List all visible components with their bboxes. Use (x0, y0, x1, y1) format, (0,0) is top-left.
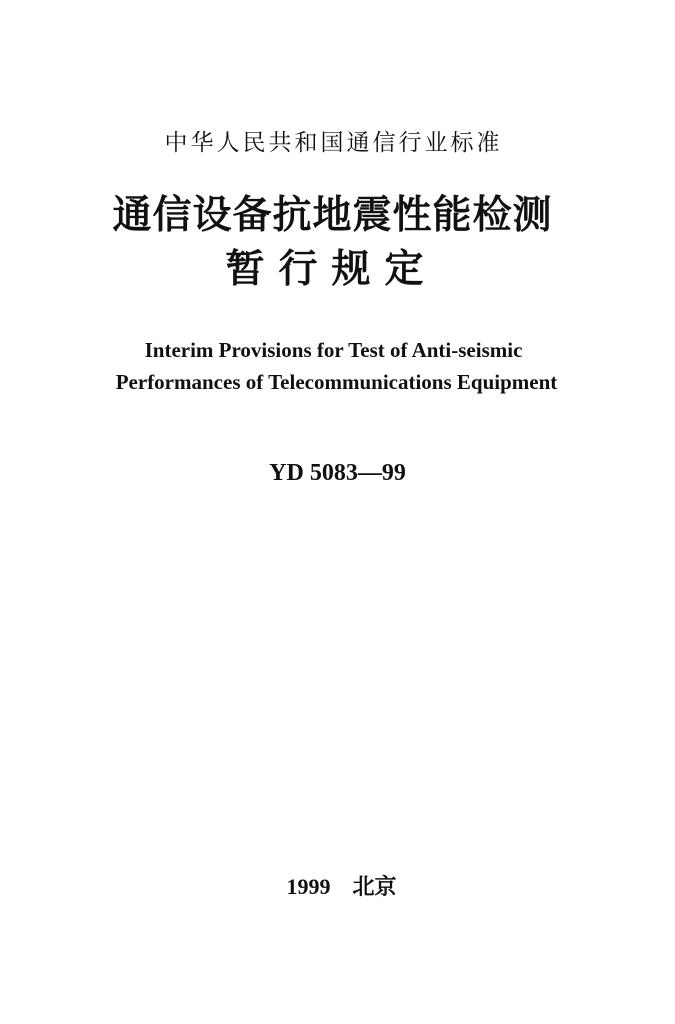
issuing-organization: 中华人民共和国通信行业标准 (164, 130, 503, 156)
publication-city: 北京 (352, 874, 397, 899)
chinese-title-line-2: 暂行规定 (225, 247, 438, 292)
english-title-line-1: Interim Provisions for Test of Anti-seismic (144, 338, 523, 362)
english-title-line-2: Performances of Telecommunications Equipment (115, 370, 558, 394)
chinese-title-line-1: 通信设备抗地震性能检测 (112, 193, 553, 238)
publication-year: 1999 (286, 874, 331, 899)
standard-code: YD 5083—99 (269, 460, 406, 486)
publication-footer (0, 870, 675, 901)
